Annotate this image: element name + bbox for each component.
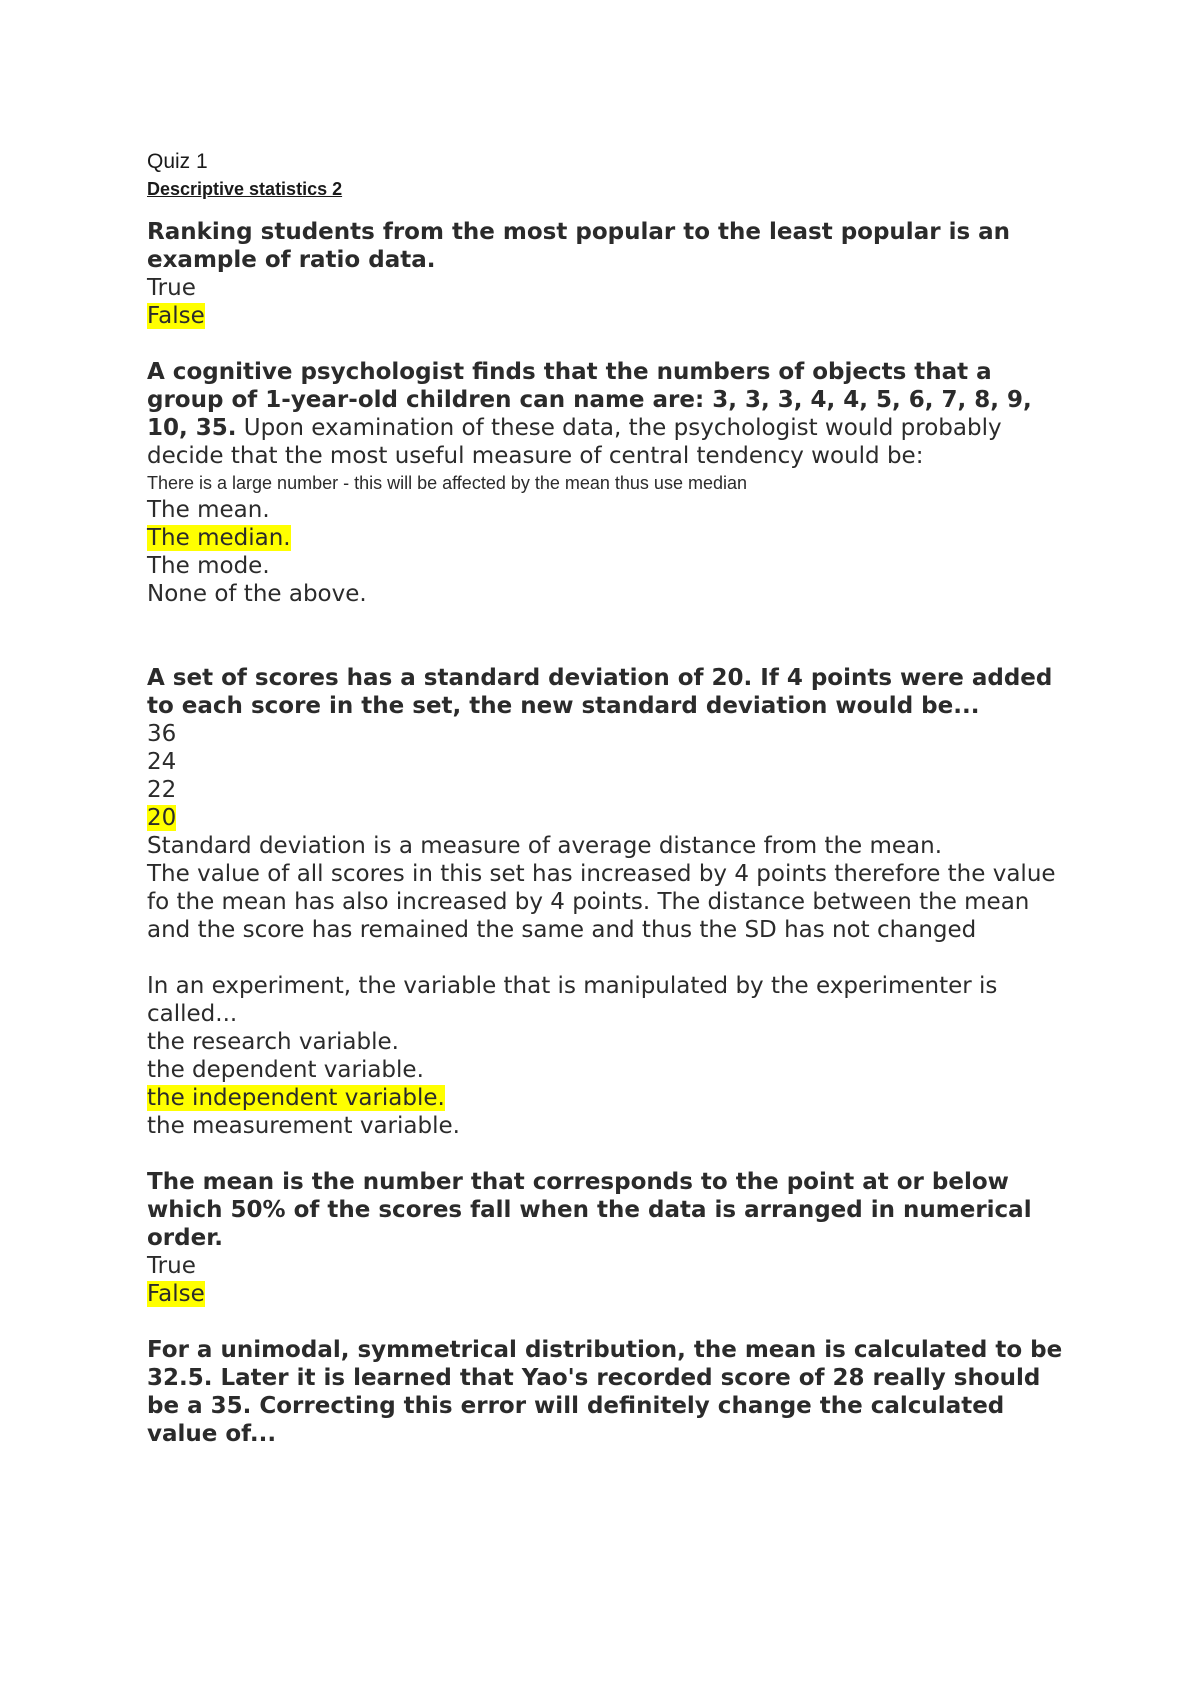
q3-option-24: 24 [147,749,177,775]
question-4: In an experiment, the variable that is manipulated by the experimenter is called... [147,973,998,1027]
question-1: Ranking students from the most popular to the least popular is an example of ratio data. [147,219,1011,273]
q3-explanation-2: The value of all scores in this set has increased by 4 points therefore the value fo the mean has also increased by 4 points. The distance between the mean and the score has remained the same and thus the SD has not changed [147,861,1056,943]
q2-option-mode: The mode. [147,553,270,579]
document-page [147,148,1067,1448]
q2-option-median-highlighted: The median. [147,525,291,551]
q5-option-false-highlighted: False [147,1281,205,1307]
q4-option-independent-highlighted: the independent variable. [147,1085,445,1111]
question-5: The mean is the number that corresponds to the point at or below which 50% of the scores fall when the data is arranged in numerical order. [147,1169,1032,1251]
question-3: A set of scores has a standard deviation of 20. If 4 points were added to each score in the set, the new standard deviation would be... [147,665,1053,719]
q2-option-none: None of the above. [147,581,367,607]
q1-option-false-highlighted: False [147,303,205,329]
question-2-rest: Upon examination of these data, the psychologist would probably decide that the most useful measure of central tendency would be: [147,415,1002,469]
question-6: For a unimodal, symmetrical distribution, the mean is calculated to be 32.5. Later it is learned that Yao's recorded score of 28 really should be a 35. Correcting this error will definitely change the calculated value of... [147,1337,1063,1447]
page-subtitle: Descriptive statistics 2 [147,179,343,199]
q3-option-22: 22 [147,777,177,803]
page-title: Quiz 1 [147,150,208,173]
q1-option-true: True [147,275,196,301]
q3-option-36: 36 [147,721,177,747]
question-2-bold: A cognitive psychologist finds that the numbers of objects that a group of 1-year-old children can name are: 3, 3, 3, 4, 4, 5, 6, 7, 8, 9, 10, 35. [147,359,1032,441]
q3-explanation-1: Standard deviation is a measure of average distance from the mean. [147,833,943,859]
question-2 [147,358,1067,470]
q5-option-true: True [147,1253,196,1279]
q4-option-research: the research variable. [147,1029,399,1055]
q3-option-20-highlighted: 20 [147,805,177,831]
q2-note: There is a large number - this will be affected by the mean thus use median [147,473,747,493]
q4-option-dependent: the dependent variable. [147,1057,424,1083]
q2-option-mean: The mean. [147,497,270,523]
q4-option-measurement: the measurement variable. [147,1113,460,1139]
